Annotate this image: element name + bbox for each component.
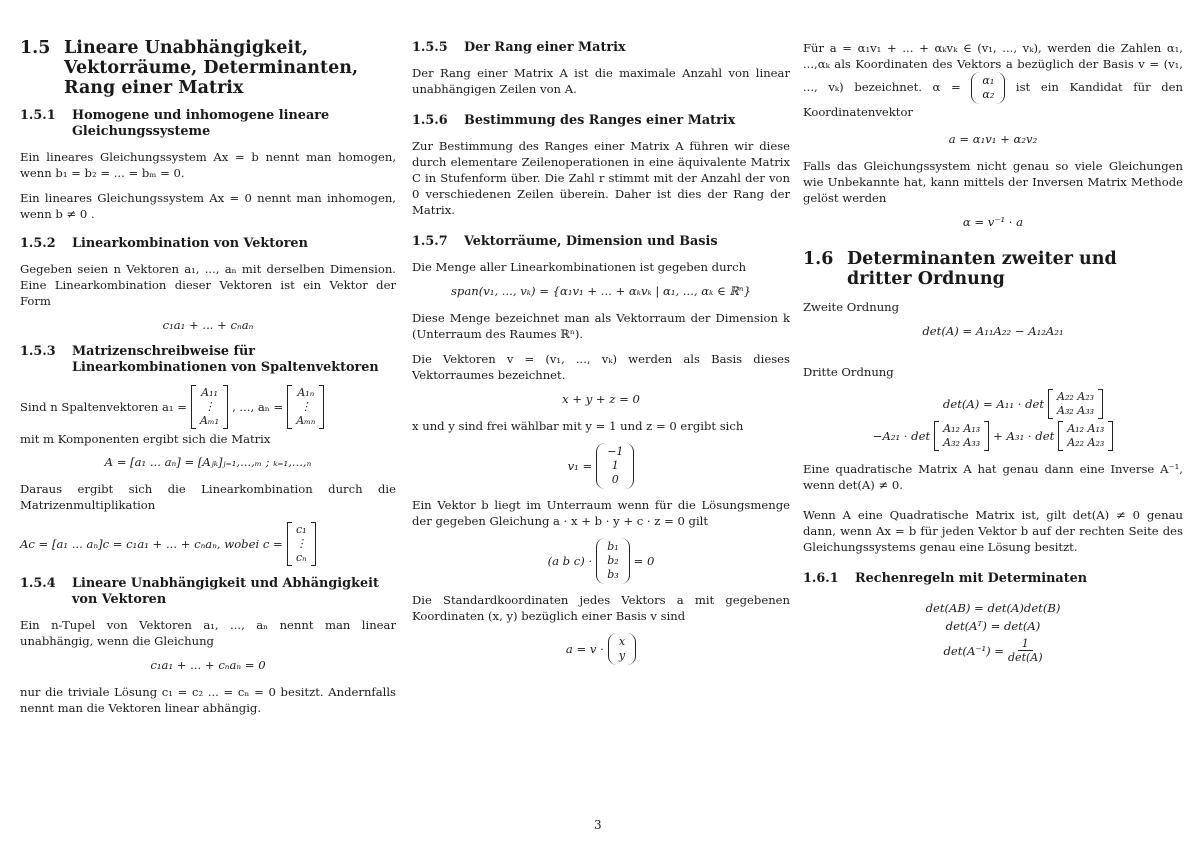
subsection-title: Vektorräume, Dimension und Basis: [464, 234, 718, 249]
formula-ebene: x + y + z = 0: [562, 392, 640, 406]
formula-linearkombination: c₁a₁ + ... + cₙaₙ: [162, 318, 254, 332]
paragraph-inhomogen: Ein lineares Gleichungssystem Ax = 0 nennt man inhomogen, wenn b ≠ 0 .: [20, 191, 396, 221]
formula-det-3-b: −A₂₁ · det: [872, 429, 931, 443]
vector-entry: x: [618, 635, 626, 648]
paragraph-triviale-loesung: nur die triviale Lösung c₁ = c₂ ... = cₙ = 0 besitzt. Andernfalls nennt man die Vektoren linear abhängig.: [20, 685, 396, 715]
subsection-title: Rechenregeln mit Determinaten: [855, 571, 1088, 586]
paragraph-matrix-komponenten: mit m Komponenten ergibt sich die Matrix: [20, 432, 271, 446]
subsection-heading-1-5-7: [412, 234, 790, 250]
subsection-title: Bestimmung des Ranges einer Matrix: [464, 113, 736, 128]
subsection-title: Homogene und inhomogene lineare Gleichungssysteme: [72, 108, 330, 139]
text-ellipsis-an: , ..., aₙ =: [232, 400, 284, 414]
label-dritte-ordnung: Dritte Ordnung: [803, 365, 894, 379]
vector-b: [596, 538, 629, 584]
vector-entry: A₁₁: [201, 386, 218, 399]
formula-a-alpha: a = α₁v₁ + α₂v₂: [948, 132, 1038, 146]
rule-det-inverse: [803, 637, 1183, 664]
formula-a-v: [412, 633, 790, 665]
subsection-heading-1-5-5: [412, 40, 790, 56]
subsection-heading-1-6-1: [803, 571, 1183, 587]
paragraph-rangbestimmung: Zur Bestimmung des Ranges einer Matrix A führen wir diese durch elementare Zeilenoperationen in eine äquivalente Matrix C in Stufenform über. Die Zahl r stimmt mit der Anzahl der von 0 verschiedenen Zeilen überein. Daher ist dies der Rang der Matrix.: [412, 139, 790, 217]
rule-det-product: det(AB) = det(A)det(B): [925, 601, 1061, 615]
paragraph-koordinaten-tail: ist ein Kandidat für den Koordinatenvektor: [803, 80, 1183, 119]
paragraph-standardkoordinaten: Die Standardkoordinaten jedes Vektors a mit gegebenen Koordinaten (x, y) bezüglich einer Basis v sind: [412, 593, 790, 623]
label-zweite-ordnung: Zweite Ordnung: [803, 300, 900, 314]
vector-entry: ⋮: [295, 537, 307, 550]
minor-matrix-1: [1048, 389, 1103, 419]
vector-entry: b₃: [607, 568, 619, 581]
fraction-numerator: 1: [1018, 637, 1033, 651]
vector-alpha: [971, 72, 1005, 104]
paragraph-koordinaten: [803, 40, 1183, 120]
vector-entry: b₂: [607, 554, 619, 567]
formula-det-3-line-1: [863, 389, 1183, 419]
formula-det-3-a: det(A) = A₁₁ · det: [942, 397, 1045, 411]
vector-entry: 1: [611, 459, 619, 472]
paragraph-koordinaten-text: Für a = α₁v₁ + ... + αₖvₖ ∈ (v₁, ..., vₖ), werden die Zahlen α₁, ...,αₖ als Koordinaten des Vektors a bezüglich der Basis v = (v₁, ..., vₖ) bezeichnet. α =: [803, 41, 1183, 94]
subsection-number: 1.5.5: [412, 40, 448, 55]
subsection-number: 1.5.6: [412, 113, 448, 128]
section-title: Lineare Unabhängigkeit, Vektorräume, Determinanten, Rang einer Matrix: [64, 38, 359, 98]
formula-abc-right: = 0: [633, 554, 655, 568]
subsection-title: Lineare Unabhängigkeit und Abhängigkeit von Vektoren: [72, 576, 379, 607]
paragraph-eindeutige-loesung: Wenn A eine Quadratische Matrix ist, gilt det(A) ≠ 0 genau dann, wenn Ax = b für jeden Vektor b auf der rechten Seite des Gleichungssystems genau eine Lösung besitzt.: [803, 508, 1183, 554]
matrix-row: A₁₂ A₁₃: [943, 422, 981, 435]
paragraph-unabhaengig: Ein n-Tupel von Vektoren a₁, ..., aₙ nennt man linear unabhängig, wenn die Gleichung: [20, 618, 396, 648]
formula-v1-text: v₁ =: [567, 459, 593, 473]
vector-entry: 0: [611, 473, 619, 486]
vector-entry: cₙ: [295, 551, 307, 564]
subsection-number: 1.5.7: [412, 234, 448, 249]
section-title: Determinanten zweiter und dritter Ordnung: [847, 249, 1117, 289]
subsection-title: Linearkombination von Vektoren: [72, 236, 308, 251]
matrix-row: A₂₂ A₂₃: [1057, 390, 1095, 403]
subsection-heading-1-5-3: [20, 344, 396, 376]
page-number: 3: [594, 818, 602, 832]
rule-det-transpose: det(Aᵀ) = det(A): [945, 619, 1041, 633]
vector-entry: A₁ₙ: [297, 386, 315, 399]
column-3: [803, 40, 1183, 664]
paragraph-linearkombination: Gegeben seien n Vektoren a₁, ..., aₙ mit derselben Dimension. Eine Linearkombination dieser Vektoren ist ein Vektor der Form: [20, 262, 396, 308]
vector-entry: −1: [607, 445, 624, 458]
paragraph-basis: Die Vektoren v = (v₁, ..., vₖ) werden als Basis dieses Vektorraumes bezeichnet.: [412, 352, 790, 382]
formula-a-v-text: a = v ·: [565, 642, 604, 656]
spaltenvektoren-line: [20, 385, 396, 429]
paragraph-frei-waehlbar: x und y sind frei wählbar mit y = 1 und z = 0 ergibt sich: [412, 419, 744, 433]
column-1: [20, 38, 396, 725]
paragraph-menge: Die Menge aller Linearkombinationen ist gegeben durch: [412, 260, 747, 274]
paragraph-inverse-existiert: Eine quadratische Matrix A hat genau dann eine Inverse A⁻¹, wenn det(A) ≠ 0.: [803, 462, 1183, 492]
formula-matrix-a: A = [a₁ ... aₙ] = [Aⱼₖ]ⱼ₌₁,...,ₘ ; ₖ₌₁,...,ₙ: [104, 455, 312, 469]
formula-det-3-line-2: [803, 421, 1183, 451]
vector-entry: b₁: [607, 540, 619, 553]
subsection-number: 1.5.2: [20, 236, 56, 251]
fraction-denominator: det(A): [1008, 651, 1043, 664]
paragraph-inverse-methode: Falls das Gleichungssystem nicht genau so viele Gleichungen wie Unbekannte hat, kann mittels der Inversen Matrix Methode gelöst werden: [803, 159, 1183, 205]
minor-matrix-3: [1058, 421, 1113, 451]
vector-entry: c₁: [295, 523, 307, 536]
vector-an: [287, 385, 324, 429]
paragraph-rang: Der Rang einer Matrix A ist die maximale Anzahl von linear unabhängigen Zeilen von A.: [412, 66, 790, 96]
vector-entry: y: [618, 649, 626, 662]
vector-entry: Aₘₙ: [296, 414, 316, 427]
section-number: 1.6: [803, 249, 834, 269]
text-sind-n-spaltenvektoren: Sind n Spaltenvektoren a₁ =: [20, 400, 187, 414]
vector-entry: ⋮: [204, 400, 215, 413]
subsection-title: Der Rang einer Matrix: [464, 40, 626, 55]
formula-abc: [412, 538, 790, 584]
subsection-heading-1-5-6: [412, 113, 790, 129]
subsection-number: 1.5.1: [20, 108, 56, 123]
paragraph-matrizenmultiplikation: Daraus ergibt sich die Linearkombination durch die Matrizenmultiplikation: [20, 482, 396, 512]
vector-entry: α₂: [982, 88, 995, 101]
subsection-number: 1.5.3: [20, 344, 56, 359]
subsection-number: 1.5.4: [20, 576, 56, 591]
formula-unabhaengig: c₁a₁ + ... + cₙaₙ = 0: [150, 658, 266, 672]
matrix-row: A₃₂ A₃₃: [943, 436, 981, 449]
subsection-heading-1-5-1: [20, 108, 396, 140]
section-heading-1-5: [20, 38, 396, 98]
subsection-heading-1-5-4: [20, 576, 396, 608]
formula-v1: [412, 443, 790, 489]
vector-v1: [596, 443, 634, 489]
formula-alpha-inverse: α = v⁻¹ · a: [962, 215, 1024, 229]
formula-ac-text: Ac = [a₁ ... aₙ]c = c₁a₁ + ... + cₙaₙ, wobei c =: [20, 537, 283, 551]
vector-c: [287, 522, 316, 566]
formula-abc-left: (a b c) ·: [547, 554, 593, 568]
formula-ac: [20, 522, 396, 566]
formula-det-3-c: + A₃₁ · det: [993, 429, 1055, 443]
formula-det-2: det(A) = A₁₁A₂₂ − A₁₂A₂₁: [922, 324, 1064, 338]
vector-entry: Aₘ₁: [199, 414, 220, 427]
subsection-title: Matrizenschreibweise für Linearkombinationen von Spaltenvektoren: [72, 344, 379, 375]
paragraph-vektorraum: Diese Menge bezeichnet man als Vektorraum der Dimension k (Unterraum des Raumes ℝⁿ).: [412, 311, 790, 341]
vector-entry: α₁: [982, 74, 995, 87]
section-number: 1.5: [20, 38, 51, 58]
vector-a1: [191, 385, 228, 429]
paragraph-homogen: Ein lineares Gleichungssystem Ax = b nennt man homogen, wenn b₁ = b₂ = ... = bₘ = 0.: [20, 150, 396, 180]
subsection-heading-1-5-2: [20, 236, 396, 252]
section-heading-1-6: [803, 249, 1183, 289]
rule-det-inverse-left: det(A⁻¹) =: [943, 643, 1005, 658]
subsection-number: 1.6.1: [803, 571, 839, 586]
column-2: [412, 38, 790, 665]
matrix-row: A₃₂ A₃₃: [1057, 404, 1095, 417]
matrix-row: A₁₂ A₁₃: [1067, 422, 1105, 435]
vector-xy: [608, 633, 636, 665]
matrix-row: A₂₂ A₂₃: [1067, 436, 1105, 449]
formula-span: span(v₁, ..., vₖ) = {α₁v₁ + ... + αₖvₖ | α₁, ..., αₖ ∈ ℝⁿ}: [450, 284, 752, 298]
minor-matrix-2: [934, 421, 989, 451]
vector-entry: ⋮: [300, 400, 312, 413]
paragraph-unterraum: Ein Vektor b liegt im Unterraum wenn für die Lösungsmenge der gegeben Gleichung a · x + b · y + c · z = 0 gilt: [412, 498, 790, 528]
fraction: [1008, 637, 1043, 664]
